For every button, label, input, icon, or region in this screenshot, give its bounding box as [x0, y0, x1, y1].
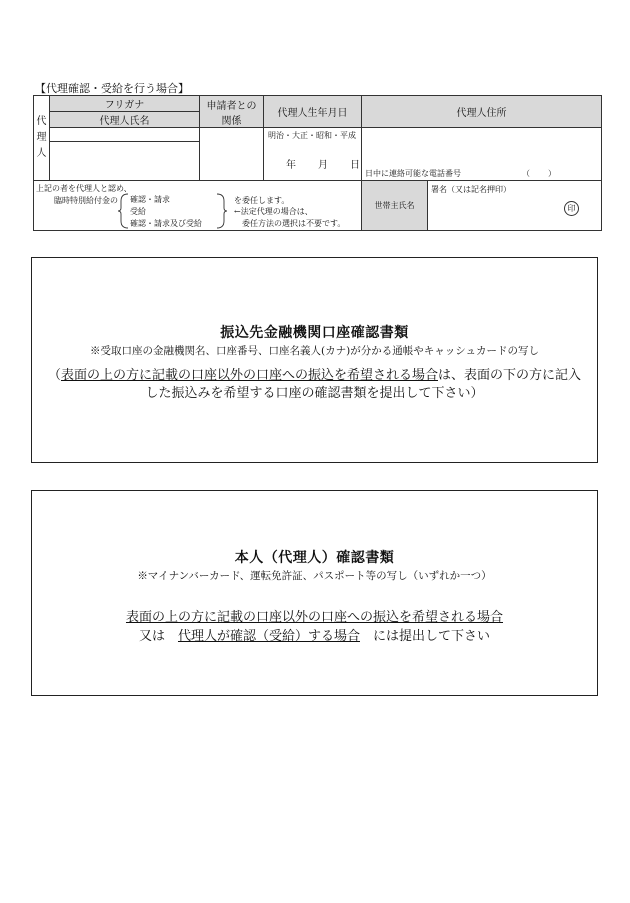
furigana-field[interactable] — [50, 128, 200, 142]
bank-docs-line-1: （表面の上の方に記載の口座以外の口座への振込を希望される場合は、表面の下の方に記入 — [47, 368, 582, 383]
address-field[interactable] — [362, 128, 602, 181]
era-options: 明治・大正・昭和・平成 — [268, 131, 356, 140]
phone-label: 日中に連絡可能な電話番号 — [365, 169, 461, 178]
phone-paren-close: ） — [548, 169, 556, 178]
identity-docs-box — [31, 490, 598, 696]
option-both[interactable]: 確認・請求及び受給 — [130, 219, 202, 228]
relation-field[interactable] — [200, 128, 264, 181]
name-header: 代理人氏名 — [50, 112, 200, 128]
birth-field[interactable] — [264, 128, 362, 181]
bank-docs-note: ※受取口座の金融機関名、口座番号、口座名義人(カナ)が分かる通帳やキャッシュカードの写し — [90, 345, 539, 357]
identity-docs-line-1: 表面の上の方に記載の口座以外の口座への振込を希望される場合 — [125, 610, 503, 625]
month-label: 月 — [318, 160, 328, 171]
name-field[interactable] — [50, 142, 200, 181]
option-receive[interactable]: 受給 — [130, 207, 146, 216]
bank-docs-line-2: した振込みを希望する口座の確認書類を提出して下さい） — [145, 386, 484, 401]
legal-proxy-note-1: ←法定代理の場合は、 — [234, 207, 313, 216]
bank-docs-title: 振込先金融機関口座確認書類 — [220, 325, 409, 341]
legal-proxy-note-2: 委任方法の選択は不要です。 — [242, 219, 346, 228]
household-head-label: 世帯主氏名 — [362, 181, 428, 231]
delegation-cell — [34, 181, 362, 231]
proxy-table — [33, 95, 602, 231]
address-header: 代理人住所 — [362, 96, 602, 128]
furigana-header: フリガナ — [50, 96, 200, 112]
delegate-suffix: を委任します。 — [234, 196, 290, 205]
seal-icon: 印 — [564, 201, 579, 216]
identity-docs-note: ※マイナンバーカード、運転免許証、パスポート等の写し（いずれか一つ） — [137, 570, 492, 582]
birth-header: 代理人生年月日 — [264, 96, 362, 128]
delegate-prefix: 臨時特別給付金の — [54, 196, 118, 205]
signature-field[interactable] — [428, 181, 602, 231]
day-label: 日 — [350, 160, 360, 171]
relation-header: 申請者との 関係 — [200, 96, 264, 128]
section-title: 【代理確認・受給を行う場合】 — [35, 82, 189, 95]
signature-label: 署名（又は記名押印） — [431, 185, 511, 194]
bank-account-docs-box — [31, 257, 598, 463]
left-brace-icon — [118, 193, 130, 229]
proxy-side-label: 代 理 人 — [34, 96, 50, 181]
phone-paren-open: （ — [522, 169, 530, 178]
identity-docs-title: 本人（代理人）確認書類 — [234, 550, 395, 566]
delegate-line-1: 上記の者を代理人と認め、 — [36, 184, 132, 193]
option-confirm-request[interactable]: 確認・請求 — [130, 195, 170, 204]
year-label: 年 — [286, 160, 296, 171]
identity-docs-line-2: 又は 代理人が確認（受給）する場合 には提出して下さい — [138, 629, 491, 644]
right-brace-icon — [216, 193, 228, 229]
